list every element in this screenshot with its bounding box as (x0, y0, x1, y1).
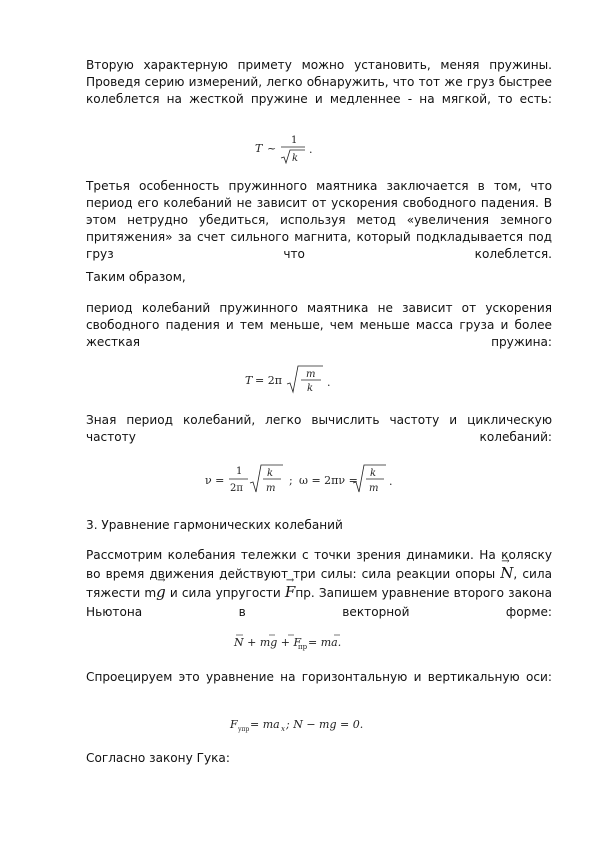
formula-dot: . (326, 376, 330, 389)
formula-dot: . (308, 143, 312, 156)
formula-F: F (229, 718, 238, 731)
formula-eq-2pi: = 2π (254, 374, 282, 387)
formula-denominator-m2: m (368, 483, 378, 494)
formula-subscript-x: x (280, 725, 285, 733)
formula-subscript-upr: упр (237, 726, 249, 733)
formula-newton-lhs: N + mg + F (233, 636, 301, 649)
formula-denominator-k: k (306, 383, 313, 394)
formula-numerator-m: m (305, 369, 315, 380)
formula-vertical: ; N − mg = 0. (285, 718, 363, 731)
formula-numerator: 1 (290, 135, 297, 146)
formula-newton-second-law (0, 630, 595, 654)
formula-nu: ν = (204, 474, 224, 487)
formula-denominator-2pi: 2π (229, 483, 243, 494)
formula-denominator-m: m (265, 483, 275, 494)
section-heading: 3. Уравнение гармонических колебаний (86, 518, 343, 532)
formula-period (0, 362, 595, 398)
paragraph-period-conclusion: период колебаний пружинного маятника не зависит от ускорения свободного падения и тем меньше, чем меньше масса груза и более жесткая пружина: (86, 301, 552, 349)
paragraph-frequency-intro: Зная период колебаний, легко вычислить частоту и циклическую частоту колебаний: (86, 413, 552, 444)
formula-numerator-k: k (266, 468, 273, 479)
formula-numerator-k2: k (369, 468, 376, 479)
formula-subscript-pr: пр (297, 643, 307, 651)
formula-omega: ω = 2πν = (298, 474, 358, 487)
formula-frequency (0, 460, 595, 500)
formula-dot: . (388, 475, 392, 488)
formula-sim: ~ (266, 142, 276, 155)
formula-eq-ma: = ma (249, 718, 280, 731)
vector-g-symbol: → g (156, 585, 166, 600)
paragraph-hooke-law: Согласно закону Гука: (86, 751, 230, 765)
formula-symbol-T: T (244, 374, 252, 387)
formula-period-proportional (0, 132, 595, 168)
text-segment: и сила упругости (165, 586, 285, 600)
paragraph-conclusion-intro: Таким образом, (86, 270, 186, 284)
formula-symbol-T: T (254, 142, 262, 155)
paragraph-spring-stiffness: Вторую характерную примету можно установить, меняя пружины. Проведя серию измерений, легко обнаружить, что тот же груз быстрее колеблется на жесткой пружине и медленнее - на мягкой, то есть: (86, 58, 552, 106)
paragraph-projection: Спроецируем это уравнение на горизонтальную и вертикальную оси: (86, 670, 552, 684)
formula-projections (0, 712, 595, 736)
formula-denominator-k: k (291, 153, 298, 164)
formula-separator: ; (288, 474, 293, 487)
formula-numerator-1: 1 (235, 466, 242, 477)
text-segment: пр. Запишем уравнение второго закона Ньютона в векторной форме: (86, 586, 552, 619)
text-segment: , сила тяжести m (86, 567, 552, 600)
text-segment: Рассмотрим колебания тележки с точки зрения динамики. На коляску во время движения действуют три силы: сила реакции опоры (86, 548, 552, 581)
paragraph-dynamics (86, 546, 552, 622)
vector-F-symbol: → F (285, 585, 295, 600)
paragraph-gravity-independence: Третья особенность пружинного маятника заключается в том, что период его колебаний не зависит от ускорения свободного падения. В этом нетрудно убедиться, используя метод «увеличения земного притяжения» за счет сильного магнита, который подкладывается под груз что колеблется. (86, 179, 552, 261)
formula-newton-rhs: = ma. (307, 636, 341, 649)
vector-N-symbol: → N (500, 566, 513, 581)
